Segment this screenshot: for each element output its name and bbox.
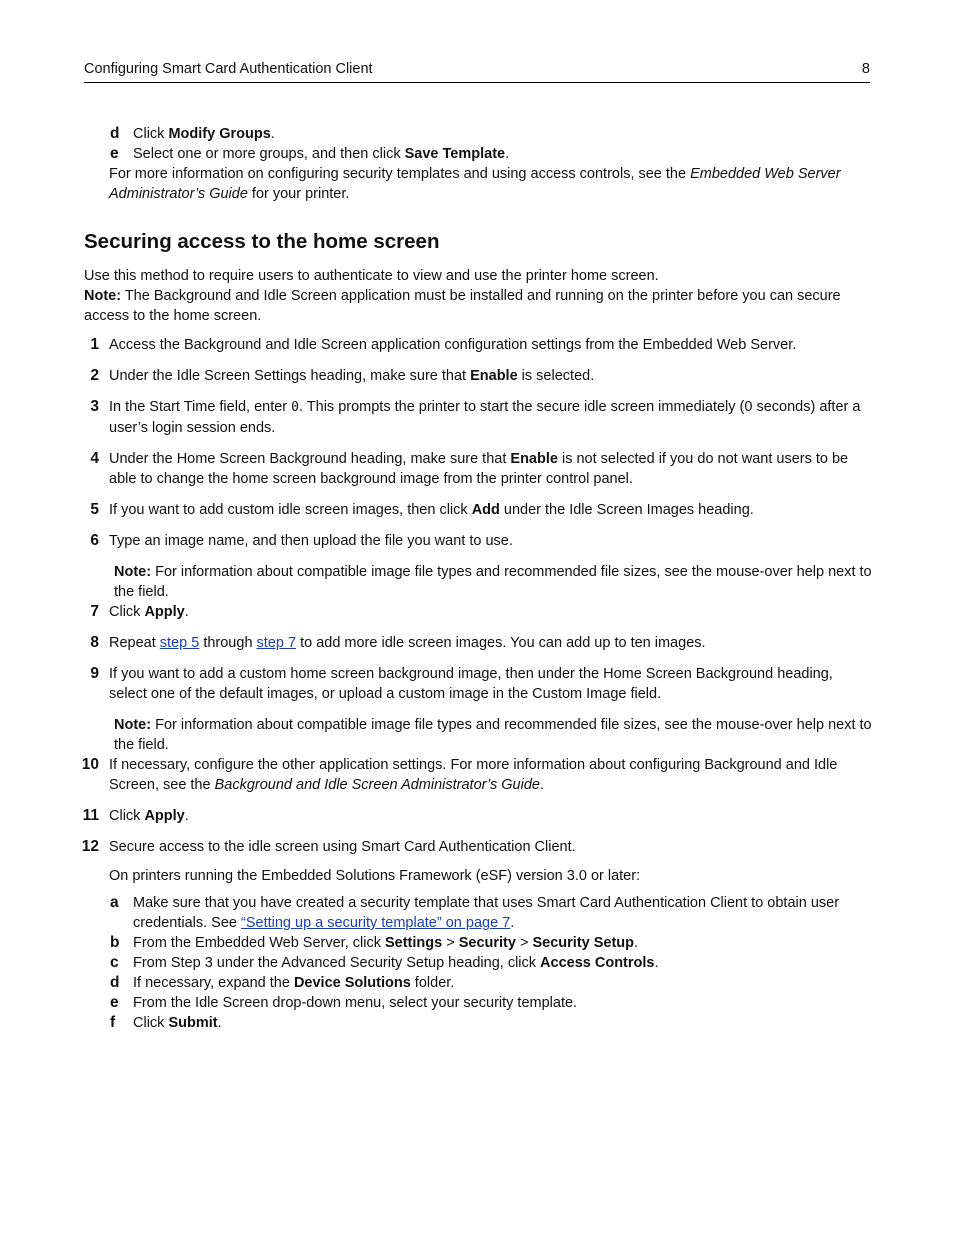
substep-letter: d xyxy=(110,974,120,991)
substep-letter: e xyxy=(110,145,119,162)
substep-letter: c xyxy=(110,954,119,971)
step-number: 11 xyxy=(82,807,99,824)
header-title: Configuring Smart Card Authentication Client xyxy=(84,61,373,77)
step-number: 4 xyxy=(90,450,99,467)
step-2: 2 Under the Idle Screen Settings heading, make sure that Enable is selected. xyxy=(84,366,874,386)
step-6-note: Note: For information about compatible image file types and recommended file sizes, see the mouse-over help next to the field. xyxy=(114,564,872,600)
substep-a: a Make sure that you have created a security template that uses Smart Card Authentication Client to obtain user credentials. See “Setting up a security template” on page 7. xyxy=(110,894,840,931)
step-4: 4 Under the Home Screen Background heading, make sure that Enable is not selected if you do not want users to be able to change the home screen background image from the printer control panel. xyxy=(84,449,874,489)
step-6: 6 Type an image name, and then upload the file you want to use. xyxy=(84,531,874,551)
step-8: 8 Repeat step 5 through step 7 to add more idle screen images. You can add up to ten images. xyxy=(84,633,874,653)
step-number: 1 xyxy=(90,336,99,353)
substep-letter: b xyxy=(110,934,120,951)
step-number: 12 xyxy=(81,838,99,855)
more-info-paragraph: For more information on configuring security templates and using access controls, see the Embedded Web Server Administrator’s Guide for your printer. xyxy=(109,166,841,202)
step-12: 12 Secure access to the idle screen using Smart Card Authentication Client. xyxy=(81,838,576,855)
step-number: 7 xyxy=(90,603,99,620)
step-number: 10 xyxy=(81,756,99,773)
substep-letter: d xyxy=(110,125,120,142)
step-number: 5 xyxy=(90,501,99,518)
substep-letter: e xyxy=(110,994,119,1011)
page-number: 8 xyxy=(861,61,870,77)
substep-e-top: e Select one or more groups, and then click Save Template. xyxy=(110,145,510,162)
step-number: 2 xyxy=(90,367,99,384)
substep-d: d If necessary, expand the Device Solutions folder. xyxy=(110,974,455,991)
substep-f: f Click Submit. xyxy=(110,1014,222,1031)
substep-b: b From the Embedded Web Server, click Settings > Security > Security Setup. xyxy=(110,934,639,951)
step-11: 11 Click Apply. xyxy=(84,806,874,826)
section-intro: Use this method to require users to authenticate to view and use the printer home screen. xyxy=(84,268,659,284)
step-3: 3 In the Start Time field, enter 0. This prompts the printer to start the secure idle screen immediately (0 seconds) after a user’s login session ends. xyxy=(84,397,874,438)
step-12-intro: On printers running the Embedded Solutions Framework (eSF) version 3.0 or later: xyxy=(109,868,641,884)
substep-c: c From Step 3 under the Advanced Security Setup heading, click Access Controls. xyxy=(110,954,659,971)
step-1: 1 Access the Background and Idle Screen application configuration settings from the Embedded Web Server. xyxy=(84,335,874,355)
section-note: Note: The Background and Idle Screen application must be installed and running on the printer before you can secure access to the home screen. xyxy=(84,288,841,324)
substep-letter: f xyxy=(110,1014,116,1031)
substep-letter: a xyxy=(110,894,119,911)
step-7-link[interactable]: step 7 xyxy=(256,635,297,651)
step-9: 9 If you want to add a custom home screen background image, then under the Home Screen Background heading, select one of the default images, or upload a custom image in the Custom Image field. xyxy=(84,664,874,704)
section-heading: Securing access to the home screen xyxy=(84,230,440,253)
step-5-link[interactable]: step 5 xyxy=(159,635,200,651)
step-9-note: Note: For information about compatible image file types and recommended file sizes, see the mouse-over help next to the field. xyxy=(114,717,872,753)
step-5: 5 If you want to add custom idle screen images, then click Add under the Idle Screen Images heading. xyxy=(84,500,874,520)
page-header xyxy=(84,60,870,83)
step-10: 10 If necessary, configure the other application settings. For more information about configuring Background and Idle Screen, see the Background and Idle Screen Administrator’s Guide. xyxy=(81,756,838,793)
step-number: 8 xyxy=(90,634,99,651)
step-number: 6 xyxy=(90,532,99,549)
substep-d-top: d Click Modify Groups. xyxy=(110,125,275,142)
substep-e: e From the Idle Screen drop-down menu, select your security template. xyxy=(110,994,578,1011)
step-number: 3 xyxy=(90,398,99,415)
step-7: 7 Click Apply. xyxy=(84,602,874,622)
page-content xyxy=(81,124,874,1033)
security-template-link[interactable]: “Setting up a security template” on page 7 xyxy=(241,915,511,931)
step-number: 9 xyxy=(90,665,99,682)
